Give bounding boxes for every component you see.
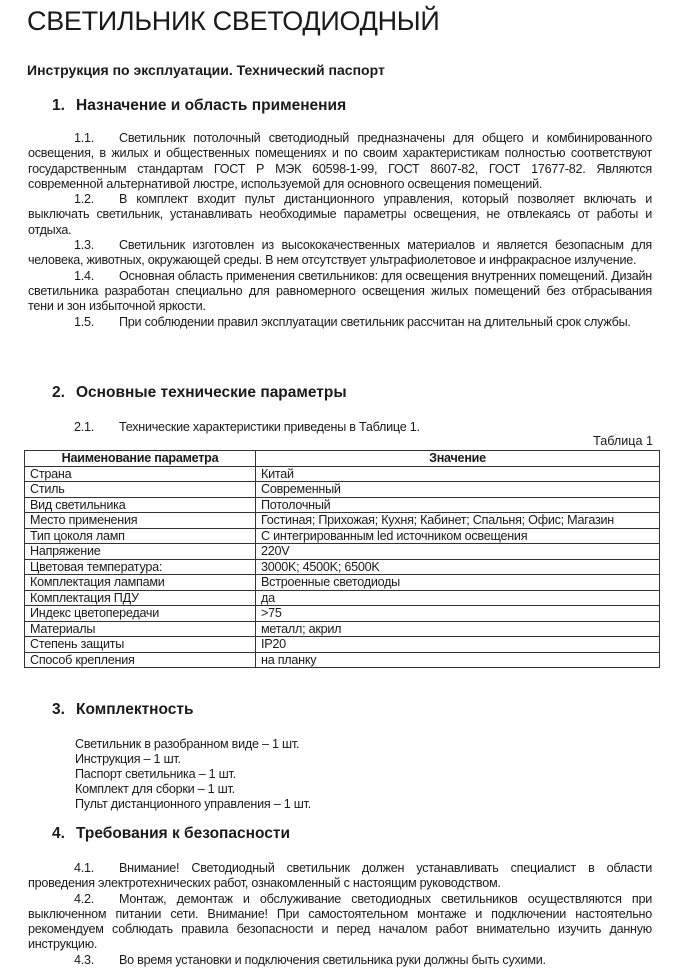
parameter-value-cell: 3000K; 4500K; 6500K <box>256 559 660 575</box>
parameter-value-cell: Современный <box>256 482 660 498</box>
parameters-table <box>24 450 660 668</box>
parameter-value-cell: да <box>256 590 660 606</box>
parameter-value-cell: >75 <box>256 606 660 622</box>
paragraph-1-1: 1.1. Светильник потолочный светодиодный предназначены для общего и комбинированного освещения, в жилых и общественных помещениях и по своим характеристикам полностью соответствуют государственным стандартам ГОСТ Р МЭК 60598-1-99, ГОСТ 8607-82, ГОСТ 17677-82. Являются современной альтернативой люстре, используемой для основного освещения помещений. <box>28 131 652 191</box>
table-header-row <box>25 451 660 467</box>
parameter-name-cell: Комплектация ПДУ <box>25 590 256 606</box>
section-1-heading: 1. Назначение и область применения <box>52 97 347 114</box>
parameter-value-cell: Гостиная; Прихожая; Кухня; Кабинет; Спальня; Офис; Магазин <box>256 513 660 529</box>
paragraph-4-3: 4.3. Во время установки и подключения светильника руки должны быть сухими. <box>74 952 546 967</box>
list-item: Светильник в разобранном виде – 1 шт. <box>75 737 300 751</box>
table-row <box>25 621 660 637</box>
section-1-body <box>28 131 652 330</box>
table-row <box>25 590 660 606</box>
table-row <box>25 544 660 560</box>
parameter-name-cell: Индекс цветопередачи <box>25 606 256 622</box>
paragraph-1-2: 1.2. В комплект входит пульт дистанционного управления, который позволяет включать и выключать светильник, устанавливать необходимые параметры освещения, не отвлекаясь от работы и отдыха. <box>28 192 652 237</box>
parameter-name-cell: Стиль <box>25 482 256 498</box>
parameter-name-cell: Материалы <box>25 621 256 637</box>
list-item: Инструкция – 1 шт. <box>75 752 181 766</box>
table-row <box>25 497 660 513</box>
parameter-value-cell: Встроенные светодиоды <box>256 575 660 591</box>
parameter-name-cell: Комплектация лампами <box>25 575 256 591</box>
table-header-cell: Наименование параметра <box>25 451 256 467</box>
table-row <box>25 559 660 575</box>
table-row <box>25 482 660 498</box>
list-item: Паспорт светильника – 1 шт. <box>75 767 236 781</box>
parameter-value-cell: на планку <box>256 652 660 668</box>
parameter-value-cell: Потолочный <box>256 497 660 513</box>
table-row <box>25 575 660 591</box>
table-caption: Таблица 1 <box>593 434 653 448</box>
parameter-value-cell: 220V <box>256 544 660 560</box>
parameter-name-cell: Степень защиты <box>25 637 256 653</box>
section-4-heading: 4. Требования к безопасности <box>52 825 291 842</box>
parameter-value-cell: IP20 <box>256 637 660 653</box>
list-item: Пульт дистанционного управления – 1 шт. <box>75 797 311 811</box>
list-item: Комплект для сборки – 1 шт. <box>75 782 235 796</box>
paragraph-1-4: 1.4. Основная область применения светильников: для освещения внутренних помещений. Дизайн светильника разработан специально для равномерного освещения жилых помещений без отбрасывания тени и зон избыточной яркости. <box>28 268 652 314</box>
paragraph-4-1: 4.1. Внимание! Светодиодный светильник должен устанавливать специалист в области проведения электротехнических работ, ознакомленный с настоящим руководством. <box>28 861 652 891</box>
parameter-value-cell: С интегрированным led источником освещения <box>256 528 660 544</box>
table-row <box>25 513 660 529</box>
table-row <box>25 606 660 622</box>
paragraph-1-3: 1.3. Светильник изготовлен из высококачественных материалов и является безопасным для человека, животных, окружающей среды. В нем отсутствует ультрафиолетовое и инфракрасное излучение. <box>28 238 652 268</box>
paragraph-1-5: 1.5. При соблюдении правил эксплуатации светильник рассчитан на длительный срок службы. <box>74 314 631 329</box>
section-4-body <box>28 861 652 968</box>
document-title: СВЕТИЛЬНИК СВЕТОДИОДНЫЙ <box>27 6 440 36</box>
parameter-name-cell: Место применения <box>25 513 256 529</box>
table-row <box>25 528 660 544</box>
contents-list <box>75 737 311 812</box>
parameter-name-cell: Напряжение <box>25 544 256 560</box>
parameter-name-cell: Вид светильника <box>25 497 256 513</box>
paragraph-2-1: 2.1. Технические характеристики приведены в Таблице 1. <box>74 420 420 434</box>
parameter-value-cell: Китай <box>256 466 660 482</box>
parameter-name-cell: Страна <box>25 466 256 482</box>
paragraph-4-2: 4.2. Монтаж, демонтаж и обслуживание светодиодных светильников осуществляются при выключенном питании сети. Внимание! При самостоятельном монтаже и подключении настоятельно рекомендуем соблюдать правила безопасности и перед началом работ внимательно изучить данную инструкцию. <box>28 891 652 952</box>
parameter-value-cell: металл; акрил <box>256 621 660 637</box>
section-3-heading: 3. Комплектность <box>52 701 194 718</box>
table-row <box>25 637 660 653</box>
parameter-name-cell: Цветовая температура: <box>25 559 256 575</box>
parameter-name-cell: Способ крепления <box>25 652 256 668</box>
table-row <box>25 466 660 482</box>
document-subtitle: Инструкция по эксплуатации. Технический паспорт <box>27 62 385 78</box>
table-row <box>25 652 660 668</box>
parameter-name-cell: Тип цоколя ламп <box>25 528 256 544</box>
table-header-cell: Значение <box>256 451 660 467</box>
section-2-heading: 2. Основные технические параметры <box>52 384 347 401</box>
section-2-body <box>28 420 652 435</box>
